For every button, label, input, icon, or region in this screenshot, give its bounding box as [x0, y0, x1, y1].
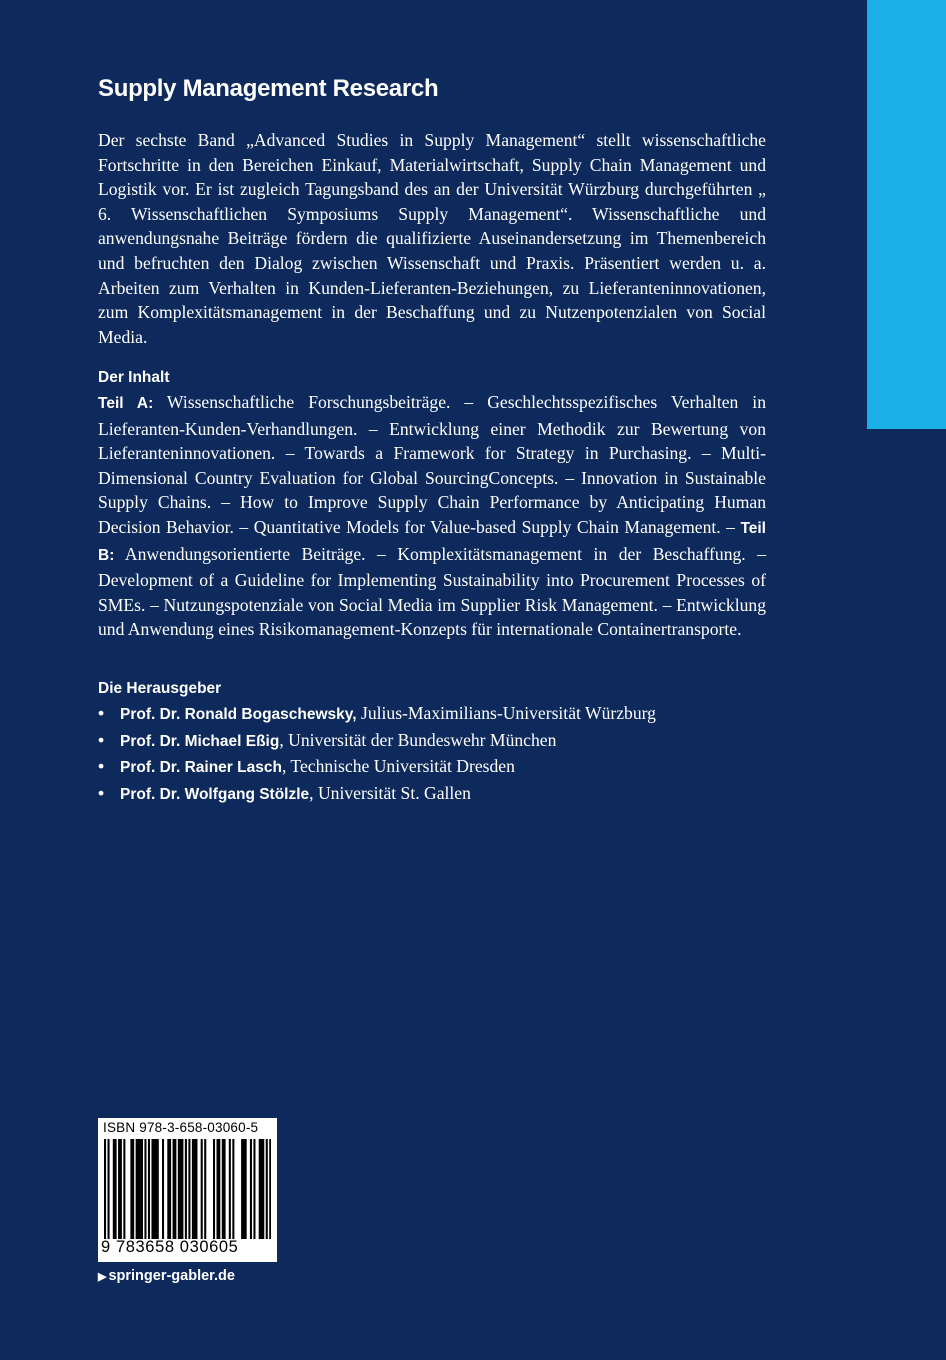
barcode-bar	[195, 1139, 197, 1239]
barcode-bar	[180, 1139, 182, 1239]
barcode-bar	[167, 1139, 169, 1239]
bullet-icon: •	[98, 782, 105, 803]
editor-item	[98, 781, 838, 808]
series-title: Supply Management Research	[98, 75, 439, 102]
barcode-bar	[201, 1139, 203, 1239]
isbn-label: ISBN 978-3-658-03060-5	[103, 1120, 259, 1135]
editor-affiliation: Julius-Maximilians-Universität Würzburg	[356, 703, 656, 723]
editor-item	[98, 754, 838, 781]
barcode-bar	[139, 1139, 141, 1239]
barcode-bar	[262, 1139, 264, 1239]
barcode-bar	[222, 1139, 224, 1239]
barcode-bar	[132, 1139, 134, 1239]
barcode-icon	[104, 1139, 271, 1239]
website-url: springer-gabler.de	[108, 1268, 235, 1284]
barcode-bar	[104, 1139, 106, 1239]
accent-strip	[867, 0, 946, 429]
barcode-bar	[169, 1139, 171, 1239]
editor-name: Prof. Dr. Michael Eßig	[120, 732, 280, 750]
barcode-bar	[253, 1139, 255, 1239]
editors-list	[98, 701, 838, 807]
barcode-bar	[157, 1139, 159, 1239]
isbn-barcode	[98, 1118, 277, 1262]
barcode-bar	[120, 1139, 122, 1239]
barcode-bar	[115, 1139, 117, 1239]
barcode-bar	[245, 1139, 247, 1239]
part-b-label: Teil B:	[98, 519, 766, 564]
barcode-bar	[243, 1139, 245, 1239]
barcode-bar	[224, 1139, 226, 1239]
editor-item	[98, 701, 838, 728]
part-a-label: Teil A:	[98, 395, 154, 412]
arrow-right-icon: ▶	[98, 1271, 107, 1283]
barcode-bar	[173, 1139, 175, 1239]
barcode-bar	[130, 1139, 132, 1239]
barcode-bar	[148, 1139, 150, 1239]
contents-section	[98, 366, 766, 642]
contents-heading: Der Inhalt	[98, 369, 170, 386]
part-a-text: Wissenschaftliche Forschungsbeiträge. – Geschlechtsspezifisches Verhalten in Lieferanten-Kunden-Verhandlungen. – Entwicklung einer Methodik zur Bewertung von Lieferanteninnovationen. – Towards a Framework for Strategy in Purchasing. – Multi-Dimensional Country Evaluation for Global SourcingConcepts. – Innovation in Sustainable Supply Chains. – How to Improve Supply Chain Performance by Anticipating Human Decision Behavior. – Quantitative Models for Value-based Supply Chain Management. –	[98, 392, 766, 537]
barcode-bar	[113, 1139, 115, 1239]
barcode-bar	[174, 1139, 176, 1239]
barcode-bar	[192, 1139, 194, 1239]
website-link[interactable]	[98, 1266, 235, 1287]
barcode-bar	[259, 1139, 261, 1239]
barcode-bar	[266, 1139, 268, 1239]
barcode-bar	[137, 1139, 139, 1239]
barcode-bar	[151, 1139, 153, 1239]
editor-affiliation: , Universität der Bundeswehr München	[279, 729, 557, 750]
barcode-bar	[204, 1139, 206, 1239]
barcode-bar	[229, 1139, 231, 1239]
barcode-bar	[185, 1139, 187, 1239]
barcode-bar	[153, 1139, 155, 1239]
barcode-bar	[213, 1139, 215, 1239]
editors-section	[98, 677, 838, 807]
barcode-bar	[181, 1139, 183, 1239]
barcode-bar	[162, 1139, 164, 1239]
editor-item	[98, 728, 838, 755]
barcode-bar	[108, 1139, 110, 1239]
editor-affiliation: , Universität St. Gallen	[309, 782, 471, 803]
bullet-icon: •	[98, 729, 105, 750]
barcode-bar	[260, 1139, 262, 1239]
contents-text	[98, 390, 766, 642]
editor-affiliation: , Technische Universität Dresden	[281, 756, 515, 777]
barcode-bar	[218, 1139, 220, 1239]
barcode-bar	[141, 1139, 143, 1239]
editor-name: Prof. Dr. Wolfgang Stölzle	[120, 785, 310, 803]
bullet-icon: •	[98, 756, 105, 777]
barcode-bar	[178, 1139, 180, 1239]
bullet-icon: •	[98, 703, 105, 723]
part-b-text: Anwendungsorientierte Beiträge. – Komplexitätsmanagement in der Beschaffung. – Development of a Guideline for Implementing Sustainability into Procurement Processes of SMEs. – Nutzungspotenziale von Social Media im Supplier Risk Management. – Entwicklung und Anwendung eines Risikomanagement-Konzepts für internationale Containertransporte.	[98, 543, 766, 640]
barcode-bar	[232, 1139, 234, 1239]
barcode-bar	[250, 1139, 252, 1239]
editor-name: Prof. Dr. Ronald Bogaschewsky,	[120, 706, 357, 723]
barcode-bar	[144, 1139, 146, 1239]
barcode-bar	[136, 1139, 138, 1239]
editors-heading: Die Herausgeber	[98, 680, 222, 697]
barcode-bar	[269, 1139, 271, 1239]
barcode-bar	[118, 1139, 120, 1239]
intro-paragraph: Der sechste Band „Advanced Studies in Supply Management“ stellt wissenschaftliche Fortschritte in den Bereichen Einkauf, Materialwirtschaft, Supply Chain Management und Logistik vor. Er ist zugleich Tagungsband des an der Universität Würzburg durchgeführten „ 6. Wissenschaftlichen Symposiums Supply Management“. Wissenschaftliche und anwendungsnahe Beiträge fördern die qualifizierte Auseinandersetzung im Themenbereich und befruchten den Dialog zwischen Wissenschaft und Praxis. Präsentiert werden u. a. Arbeiten zum Verhalten in Kunden-Lieferanten-Beziehungen, zu Lieferanteninnovationen, zum Komplexitätsmanagement in der Beschaffung und zu Nutzenpotenzialen von Social Media.	[98, 130, 766, 347]
editor-name: Prof. Dr. Rainer Lasch	[120, 759, 282, 777]
barcode-bar	[188, 1139, 190, 1239]
barcode-bar	[194, 1139, 196, 1239]
barcode-digits: 9 783658 030605	[101, 1238, 239, 1256]
barcode-bar	[155, 1139, 157, 1239]
barcode-bar	[123, 1139, 125, 1239]
